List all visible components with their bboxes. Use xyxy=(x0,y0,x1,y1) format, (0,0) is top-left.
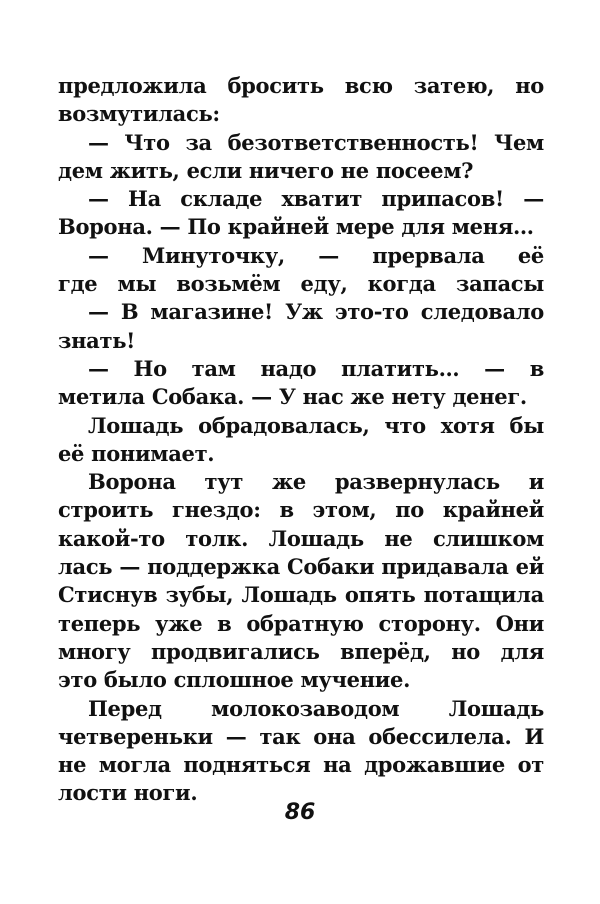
text-line-17: какой-то толк. Лошадь не слишком xyxy=(58,525,544,551)
text-line-21: многу продвигались вперёд, но для xyxy=(58,638,544,664)
text-line-7: — Минуточку, — прервала её xyxy=(88,242,544,268)
text-line-3: — Что за безответственность! Чем xyxy=(88,129,544,155)
text-line-1: предложила бросить всю затею, но xyxy=(58,73,544,98)
text-line-4: дем жить, если ничего не посеем? xyxy=(58,157,474,183)
text-line-14: её понимает. xyxy=(58,440,215,466)
text-line-20: теперь уже в обратную сторону. Они xyxy=(58,610,544,636)
text-line-26: лости ноги. xyxy=(58,780,198,806)
text-line-9: — В магазине! Уж это-то следовало xyxy=(88,299,544,325)
text-line-16: строить гнездо: в этом, по крайней xyxy=(58,497,544,523)
page-number: 86 xyxy=(284,800,316,825)
text-line-13: Лошадь обрадовалась, что хотя бы xyxy=(88,412,544,438)
text-line-5: — На складе хватит припасов! — xyxy=(88,186,544,212)
text-line-24: четвереньки — так она обессилела. И xyxy=(58,723,544,749)
text-line-6: Ворона. — По крайней мере для меня… xyxy=(58,214,534,240)
text-line-25: не могла подняться на дрожавшие от xyxy=(58,752,544,778)
text-line-18: лась — поддержка Собаки придавала ей xyxy=(58,554,544,580)
text-line-15: Ворона тут же развернулась и xyxy=(88,469,544,495)
text-line-11: — Но там надо платить… — в xyxy=(88,355,544,381)
text-line-8: где мы возьмём еду, когда запасы xyxy=(58,271,544,297)
text-line-22: это было сплошное мучение. xyxy=(58,667,411,693)
text-line-12: метила Собака. — У нас же нету денег. xyxy=(58,384,527,410)
body-text xyxy=(58,72,544,808)
text-line-23: Перед молокозаводом Лошадь xyxy=(88,695,544,721)
text-line-2: возмутилась: xyxy=(58,101,220,127)
text-line-19: Стиснув зубы, Лошадь опять потащила xyxy=(58,582,544,608)
text-line-10: знать! xyxy=(58,327,136,353)
